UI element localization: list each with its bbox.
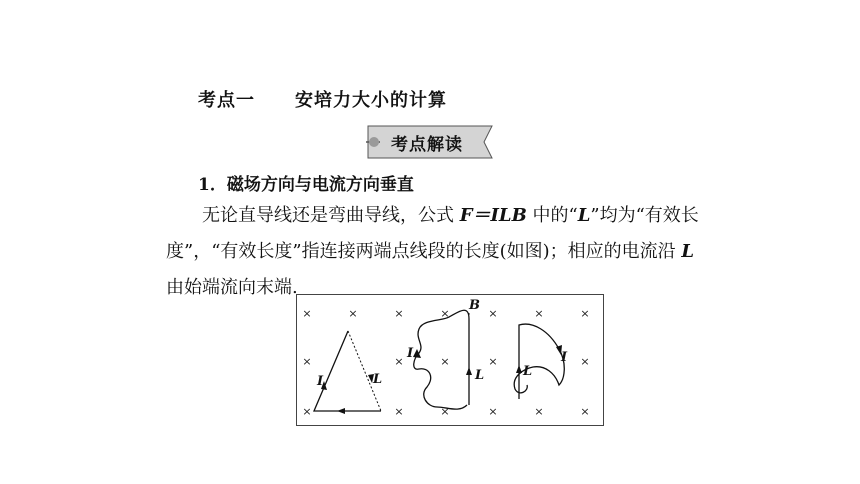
exam-point-badge bbox=[366, 124, 496, 160]
topic-title: 安培力大小的计算 bbox=[295, 90, 447, 111]
field-mark-icon: × bbox=[440, 307, 450, 320]
label-I: I bbox=[317, 374, 324, 389]
para-text: 无论直导线还是弯曲导线，公式 bbox=[202, 205, 460, 226]
field-mark-icon: × bbox=[440, 405, 450, 418]
field-mark-icon: × bbox=[488, 405, 498, 418]
field-mark-icon: × bbox=[348, 307, 358, 320]
field-mark-icon: × bbox=[302, 307, 312, 320]
field-mark-icon: × bbox=[302, 405, 312, 418]
triangle-wire bbox=[314, 331, 381, 411]
subsection-heading: 1．磁场方向与电流方向垂直 bbox=[198, 175, 414, 195]
field-mark-icon: × bbox=[394, 405, 404, 418]
para-text: 中的“ bbox=[526, 205, 578, 226]
symbol-L: L bbox=[681, 241, 695, 262]
arrow-icon bbox=[337, 408, 345, 414]
para-text: 由始端流向末端. bbox=[166, 277, 298, 298]
symbol-L: L bbox=[577, 205, 591, 226]
field-mark-icon: × bbox=[488, 307, 498, 320]
arrow-icon bbox=[516, 365, 522, 373]
loop-wire bbox=[514, 324, 564, 399]
arrow-icon bbox=[466, 367, 472, 375]
exam-point-label: 考点一 bbox=[198, 90, 255, 111]
label-I: I bbox=[407, 346, 414, 361]
explanation-paragraph bbox=[166, 198, 706, 306]
field-mark-icon: × bbox=[580, 307, 590, 320]
field-mark-icon: × bbox=[488, 355, 498, 368]
effective-length-figure bbox=[296, 294, 604, 426]
field-mark-icon: × bbox=[580, 355, 590, 368]
para-text: ”均为“有效长度”，“有效长度”指连接两端点线段的长度(如图)；相应的电流沿 bbox=[166, 205, 699, 262]
field-mark-icon: × bbox=[394, 307, 404, 320]
field-mark-icon: × bbox=[534, 307, 544, 320]
field-mark-icon: × bbox=[394, 355, 404, 368]
formula: F＝ILB bbox=[459, 205, 527, 226]
badge-label: 考点解读 bbox=[391, 135, 463, 155]
field-mark-icon: × bbox=[440, 355, 450, 368]
label-B: B bbox=[469, 298, 480, 313]
label-I: I bbox=[561, 350, 568, 365]
field-mark-icon: × bbox=[580, 405, 590, 418]
figure-drawing bbox=[297, 295, 605, 427]
label-L: L bbox=[523, 364, 533, 379]
label-L: L bbox=[373, 372, 383, 387]
section-title bbox=[198, 86, 447, 112]
field-mark-icon: × bbox=[534, 405, 544, 418]
field-mark-icon: × bbox=[302, 355, 312, 368]
label-L: L bbox=[475, 368, 485, 383]
triangle-effective-length bbox=[348, 331, 381, 411]
